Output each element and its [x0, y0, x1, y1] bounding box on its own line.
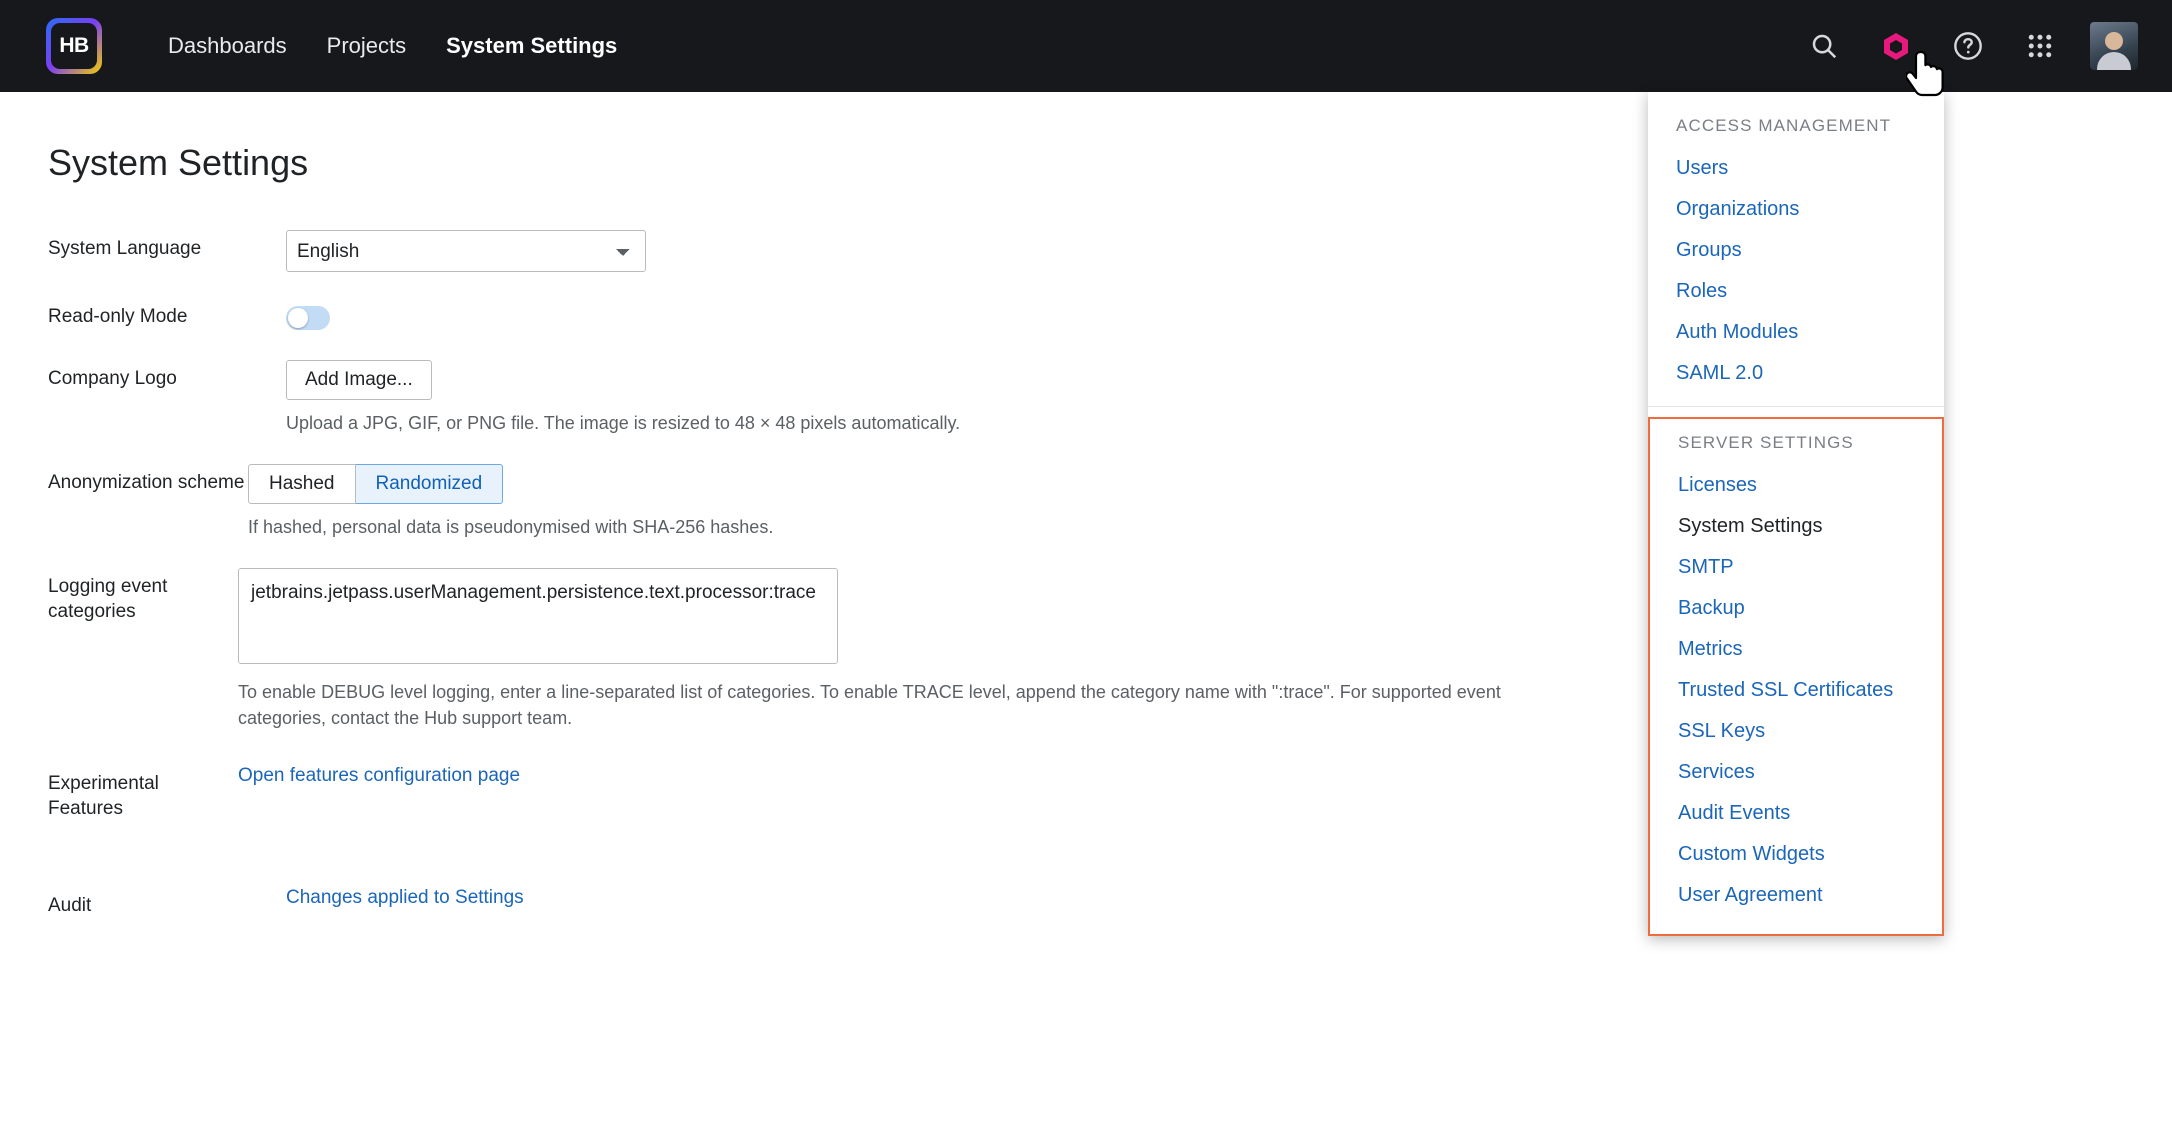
label-read-only-mode: Read-only Mode [48, 306, 188, 327]
anonymization-option-randomized[interactable]: Randomized [356, 464, 504, 504]
page-title: System Settings [48, 142, 309, 183]
read-only-mode-toggle[interactable] [286, 306, 330, 330]
label-logging-event-categories: Logging event categories [48, 576, 168, 622]
label-system-language: System Language [48, 238, 202, 259]
apps-grid-icon[interactable] [2018, 24, 2062, 68]
menu-item-organizations[interactable]: Organizations [1676, 198, 1800, 220]
menu-item-ssl-keys[interactable]: SSL Keys [1678, 720, 1766, 742]
menu-item-user-agreement[interactable]: User Agreement [1678, 884, 1823, 906]
label-audit: Audit [48, 895, 92, 916]
menu-divider [1648, 406, 1944, 407]
menu-item-smtp[interactable]: SMTP [1678, 556, 1734, 578]
menu-item-saml-2-0[interactable]: SAML 2.0 [1676, 362, 1764, 384]
app-logo-text: HB [51, 23, 97, 69]
menu-item-audit-events[interactable]: Audit Events [1678, 802, 1791, 824]
menu-item-metrics[interactable]: Metrics [1678, 638, 1743, 660]
menu-item-custom-widgets[interactable]: Custom Widgets [1678, 843, 1825, 865]
audit-changes-link[interactable]: Changes applied to Settings [286, 887, 524, 908]
menu-item-roles[interactable]: Roles [1676, 280, 1728, 302]
hub-hexagon-icon[interactable] [1874, 24, 1918, 68]
menu-item-system-settings[interactable]: System Settings [1678, 515, 1823, 537]
top-navigation-bar [0, 0, 2172, 92]
anonymization-option-hashed[interactable]: Hashed [248, 464, 356, 504]
anonymization-hint: If hashed, personal data is pseudonymised with SHA-256 hashes. [248, 517, 774, 537]
label-anonymization-scheme: Anonymization scheme [48, 472, 245, 493]
menu-section-title-server-settings: SERVER SETTINGS [1678, 433, 1854, 452]
logging-categories-hint: To enable DEBUG level logging, enter a line-separated list of categories. To enable TRACE level, append the category name with ":trace". For supported event categories, contact the Hub support team. [238, 682, 1501, 728]
add-image-button[interactable]: Add Image... [286, 360, 432, 400]
primary-nav [148, 25, 637, 67]
system-language-select[interactable] [286, 230, 646, 272]
avatar[interactable] [2090, 22, 2138, 70]
hub-services-menu [1648, 92, 1944, 936]
app-logo[interactable] [46, 18, 102, 74]
nav-item-system-settings[interactable]: System Settings [446, 33, 618, 58]
menu-item-groups[interactable]: Groups [1676, 239, 1742, 261]
menu-item-services[interactable]: Services [1678, 761, 1755, 783]
label-experimental-features: Experimental Features [48, 773, 159, 819]
menu-item-licenses[interactable]: Licenses [1678, 474, 1757, 496]
help-circle-icon[interactable] [1946, 24, 1990, 68]
nav-item-dashboards[interactable]: Dashboards [168, 33, 287, 58]
menu-section-server-settings [1648, 417, 1944, 936]
menu-section-access-management [1648, 108, 1944, 394]
nav-item-projects[interactable]: Projects [326, 33, 407, 58]
toggle-knob [288, 308, 308, 328]
label-company-logo: Company Logo [48, 368, 177, 389]
menu-item-users[interactable]: Users [1676, 157, 1729, 179]
menu-section-title-access-management: ACCESS MANAGEMENT [1676, 116, 1892, 135]
menu-item-backup[interactable]: Backup [1678, 597, 1745, 619]
menu-item-auth-modules[interactable]: Auth Modules [1676, 321, 1799, 343]
logging-categories-input[interactable] [238, 568, 838, 664]
menu-item-trusted-ssl-certificates[interactable]: Trusted SSL Certificates [1678, 679, 1894, 701]
experimental-features-link[interactable]: Open features configuration page [238, 765, 521, 786]
search-icon[interactable] [1802, 24, 1846, 68]
company-logo-hint: Upload a JPG, GIF, or PNG file. The image is resized to 48 × 48 pixels automatically. [286, 413, 961, 433]
top-bar-actions [1802, 22, 2138, 70]
